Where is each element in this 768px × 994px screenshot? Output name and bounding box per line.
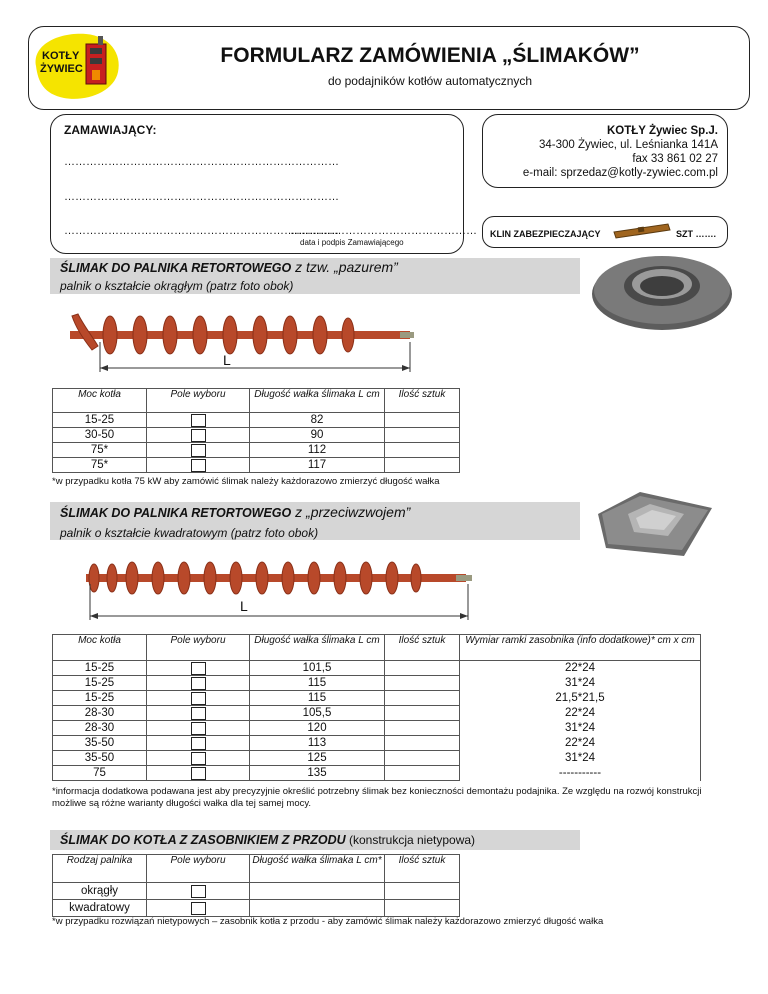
section2-subtitle: palnik o kształcie kwadratowym (patrz foto obok) bbox=[60, 526, 319, 540]
s2-moc: 35-50 bbox=[53, 751, 147, 766]
dimension-label-2: L bbox=[240, 598, 248, 614]
customer-label: ZAMAWIAJĄCY: bbox=[64, 123, 157, 137]
s1-moc: 75* bbox=[53, 443, 147, 458]
s3-header-pole: Pole wyboru bbox=[147, 855, 250, 883]
page-subtitle: do podajników kotłów automatycznych bbox=[327, 74, 533, 88]
s2-qty[interactable] bbox=[385, 661, 460, 676]
checkbox-icon[interactable] bbox=[191, 692, 206, 705]
checkbox-icon[interactable] bbox=[191, 767, 206, 780]
s1-moc: 75* bbox=[53, 458, 147, 473]
s1-header-pole: Pole wyboru bbox=[147, 389, 250, 413]
s3-checkbox[interactable] bbox=[147, 883, 250, 900]
checkbox-icon[interactable] bbox=[191, 722, 206, 735]
checkbox-icon[interactable] bbox=[191, 677, 206, 690]
s2-len: 113 bbox=[250, 736, 385, 751]
s2-checkbox[interactable] bbox=[147, 751, 250, 766]
s2-checkbox[interactable] bbox=[147, 766, 250, 781]
logo-text-2: ŻYWIEC bbox=[40, 63, 83, 75]
round-burner-image bbox=[588, 250, 738, 337]
s3-len[interactable] bbox=[250, 883, 385, 900]
s2-len: 135 bbox=[250, 766, 385, 781]
section1-title-rest: z tzw. „pazurem” bbox=[291, 259, 398, 275]
s2-qty[interactable] bbox=[385, 676, 460, 691]
s2-moc: 28-30 bbox=[53, 706, 147, 721]
checkbox-icon[interactable] bbox=[191, 902, 206, 915]
s2-ramka: 22*24 bbox=[460, 661, 701, 676]
s1-moc: 15-25 bbox=[53, 413, 147, 428]
section1-table bbox=[52, 388, 460, 473]
s2-ramka: 22*24 bbox=[460, 706, 701, 721]
section2-title bbox=[60, 504, 410, 520]
section2-title-rest: z „przeciwzwojem” bbox=[291, 504, 411, 520]
s2-checkbox[interactable] bbox=[147, 691, 250, 706]
section3-title-rest: (konstrukcja nietypowa) bbox=[345, 833, 476, 847]
s1-checkbox[interactable] bbox=[147, 413, 250, 428]
signature-line[interactable]: …………………………………………… bbox=[290, 225, 477, 237]
checkbox-icon[interactable] bbox=[191, 429, 206, 442]
s2-len: 115 bbox=[250, 691, 385, 706]
s2-qty[interactable] bbox=[385, 736, 460, 751]
s2-moc: 15-25 bbox=[53, 691, 147, 706]
s2-qty[interactable] bbox=[385, 721, 460, 736]
customer-line-1[interactable]: ………………………………………………………………… bbox=[64, 156, 339, 168]
s3-header-len: Długość wałka ślimaka L cm* bbox=[250, 855, 385, 883]
auger-square-image bbox=[86, 554, 486, 629]
s3-len[interactable] bbox=[250, 900, 385, 917]
header-box bbox=[28, 26, 750, 110]
klin-label: KLIN ZABEZPIECZAJĄCY bbox=[490, 229, 601, 239]
s2-checkbox[interactable] bbox=[147, 721, 250, 736]
section1-subtitle: palnik o kształcie okrągłym (patrz foto obok) bbox=[60, 279, 294, 293]
s2-len: 115 bbox=[250, 676, 385, 691]
customer-line-2[interactable]: ………………………………………………………………… bbox=[64, 191, 339, 203]
section2-note: *informacja dodatkowa podawana jest aby precyzyjnie określić potrzebny ślimak bez konieczności demontażu podajnika. Ze względu na rozwój konstrukcji możliwe są różne warianty długości wałka dla tej samej mocy. bbox=[52, 786, 702, 809]
klin-qty[interactable]: SZT ……. bbox=[676, 229, 716, 239]
s1-checkbox[interactable] bbox=[147, 458, 250, 473]
company-logo bbox=[30, 30, 122, 102]
s3-header-typ: Rodzaj palnika bbox=[53, 855, 147, 883]
s2-header-pole: Pole wyboru bbox=[147, 635, 250, 661]
s3-typ: okrągły bbox=[53, 883, 147, 900]
s2-qty[interactable] bbox=[385, 706, 460, 721]
s2-moc: 15-25 bbox=[53, 676, 147, 691]
section1-title bbox=[60, 259, 398, 275]
company-fax: fax 33 861 02 27 bbox=[632, 153, 718, 165]
s2-checkbox[interactable] bbox=[147, 706, 250, 721]
checkbox-icon[interactable] bbox=[191, 885, 206, 898]
s2-ramka: 21,5*21,5 bbox=[460, 691, 701, 706]
s2-ramka: 31*24 bbox=[460, 676, 701, 691]
s2-moc: 75 bbox=[53, 766, 147, 781]
s1-header-len: Długość wałka ślimaka L cm bbox=[250, 389, 385, 413]
logo-text-1: KOTŁY bbox=[42, 50, 80, 62]
company-address: 34-300 Żywiec, ul. Leśnianka 141A bbox=[539, 139, 718, 151]
s2-len: 101,5 bbox=[250, 661, 385, 676]
s2-header-moc: Moc kotła bbox=[53, 635, 147, 661]
dimension-label-1: L bbox=[223, 352, 231, 368]
s1-qty[interactable] bbox=[385, 413, 460, 428]
s1-checkbox[interactable] bbox=[147, 443, 250, 458]
s2-qty[interactable] bbox=[385, 766, 460, 781]
s3-header-qty: Ilość sztuk bbox=[385, 855, 460, 883]
section2-table bbox=[52, 634, 701, 781]
s2-qty[interactable] bbox=[385, 751, 460, 766]
s2-qty[interactable] bbox=[385, 691, 460, 706]
checkbox-icon[interactable] bbox=[191, 444, 206, 457]
s2-ramka: 31*24 bbox=[460, 721, 701, 736]
auger-round-image bbox=[70, 308, 430, 383]
s1-header-moc: Moc kotła bbox=[53, 389, 147, 413]
s2-ramka: ----------- bbox=[460, 766, 701, 781]
s1-qty[interactable] bbox=[385, 458, 460, 473]
s2-checkbox[interactable] bbox=[147, 736, 250, 751]
s1-len: 117 bbox=[250, 458, 385, 473]
customer-line-3[interactable]: ………………………………………………………………… bbox=[64, 225, 339, 237]
s2-checkbox[interactable] bbox=[147, 661, 250, 676]
s1-header-qty: Ilość sztuk bbox=[385, 389, 460, 413]
checkbox-icon[interactable] bbox=[191, 414, 206, 427]
s3-qty[interactable] bbox=[385, 883, 460, 900]
section3-title-bold: ŚLIMAK DO KOTŁA Z ZASOBNIKIEM Z PRZODU bbox=[60, 833, 346, 847]
s2-moc: 35-50 bbox=[53, 736, 147, 751]
checkbox-icon[interactable] bbox=[191, 459, 206, 472]
klin-image bbox=[612, 220, 672, 245]
section1-title-bold: ŚLIMAK DO PALNIKA RETORTOWEGO bbox=[60, 261, 292, 275]
section2-title-bold: ŚLIMAK DO PALNIKA RETORTOWEGO bbox=[60, 506, 292, 520]
s2-moc: 15-25 bbox=[53, 661, 147, 676]
signature-label: data i podpis Zamawiającego bbox=[300, 238, 404, 247]
checkbox-icon[interactable] bbox=[191, 662, 206, 675]
s2-len: 120 bbox=[250, 721, 385, 736]
page-title: FORMULARZ ZAMÓWIENIA „ŚLIMAKÓW” bbox=[220, 44, 640, 67]
section3-note: *w przypadku rozwiązań nietypowych – zasobnik kotła z przodu - aby zamówić ślimak należy każdorazowo zmierzyć długość wałka bbox=[52, 916, 604, 927]
section1-note: *w przypadku kotła 75 kW aby zamówić ślimak należy każdorazowo zmierzyć długość wałka bbox=[52, 476, 440, 487]
s3-typ: kwadratowy bbox=[53, 900, 147, 917]
section3-title bbox=[60, 833, 475, 847]
s2-header-qty: Ilość sztuk bbox=[385, 635, 460, 661]
s2-header-ramka: Wymiar ramki zasobnika (info dodatkowe)* cm x cm bbox=[460, 635, 701, 661]
s2-checkbox[interactable] bbox=[147, 676, 250, 691]
s2-ramka: 22*24 bbox=[460, 736, 701, 751]
s1-len: 90 bbox=[250, 428, 385, 443]
s2-moc: 28-30 bbox=[53, 721, 147, 736]
s1-checkbox[interactable] bbox=[147, 428, 250, 443]
s1-len: 112 bbox=[250, 443, 385, 458]
checkbox-icon[interactable] bbox=[191, 752, 206, 765]
s1-moc: 30-50 bbox=[53, 428, 147, 443]
s1-qty[interactable] bbox=[385, 428, 460, 443]
square-burner-image bbox=[588, 486, 718, 571]
s1-len: 82 bbox=[250, 413, 385, 428]
s2-len: 105,5 bbox=[250, 706, 385, 721]
s3-qty[interactable] bbox=[385, 900, 460, 917]
checkbox-icon[interactable] bbox=[191, 737, 206, 750]
s1-qty[interactable] bbox=[385, 443, 460, 458]
s2-ramka: 31*24 bbox=[460, 751, 701, 766]
checkbox-icon[interactable] bbox=[191, 707, 206, 720]
section3-table bbox=[52, 854, 460, 917]
company-email: e-mail: sprzedaz@kotly-zywiec.com.pl bbox=[522, 167, 718, 179]
s2-len: 125 bbox=[250, 751, 385, 766]
company-name: KOTŁY Żywiec Sp.J. bbox=[607, 125, 718, 137]
s2-header-len: Długość wałka ślimaka L cm bbox=[250, 635, 385, 661]
s3-checkbox[interactable] bbox=[147, 900, 250, 917]
company-info bbox=[490, 124, 718, 180]
